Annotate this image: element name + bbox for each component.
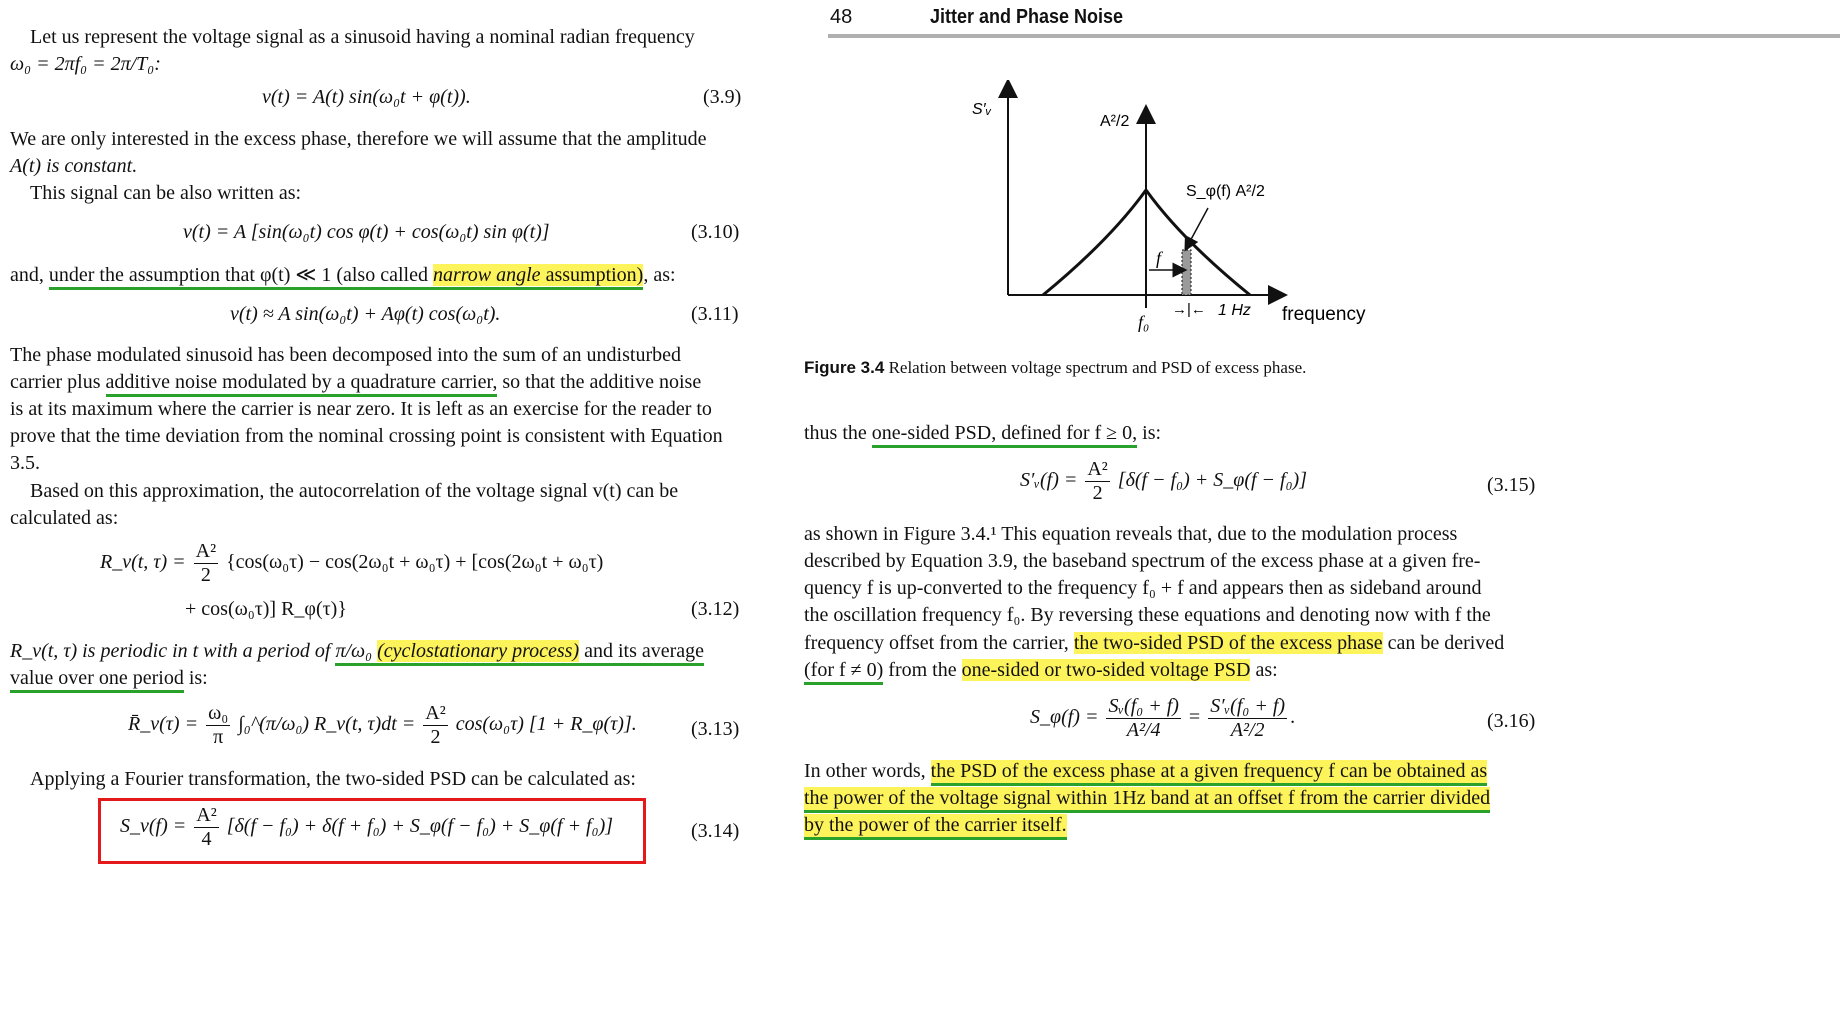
equation-number: (3.13) — [691, 718, 740, 740]
numerator: Sᵥ(f₀ + f) — [1108, 695, 1179, 717]
equation-number: (3.9) — [703, 86, 742, 108]
numerator: S′ᵥ(f₀ + f) — [1210, 695, 1286, 717]
equation-lhs: S_v(f) = — [120, 815, 187, 838]
equation-lhs: S′ᵥ(f) = — [1020, 469, 1078, 492]
equation-rhs: cos(ω₀τ) [1 + R_φ(τ)]. — [455, 713, 637, 736]
underlined-text: (for f ≠ 0) — [804, 659, 883, 685]
paragraph — [10, 638, 704, 665]
highlighted-text: the power of the voltage signal within 1Hz band at an offset f from the carrier divided — [804, 787, 1490, 813]
equation-body: v(t) = A [sin(ω₀t) cos φ(t) + cos(ω₀t) sin φ(t)] — [183, 221, 550, 243]
label-pointer — [1188, 208, 1208, 245]
period: . — [1290, 706, 1296, 729]
running-title: Jitter and Phase Noise — [930, 6, 1124, 28]
equation-3-11 — [230, 303, 500, 326]
paragraph — [10, 665, 208, 692]
text: assumption) — [545, 264, 644, 286]
equals: = — [1188, 706, 1201, 729]
equation-3-15 — [1020, 458, 1307, 505]
denominator: 4 — [194, 827, 218, 851]
equation-body: v(t) ≈ A sin(ω₀t) + Aφ(t) cos(ω₀t). — [230, 303, 501, 325]
numerator: A² — [196, 804, 217, 826]
fraction — [1208, 695, 1287, 742]
paragraph: as shown in Figure 3.4.¹ This equation reveals that, due to the modulation process — [804, 523, 1458, 545]
equation-lhs: R̄_v(τ) = — [128, 713, 199, 736]
text: (cyclostationary process) — [377, 640, 580, 662]
underlined-text — [49, 264, 643, 290]
text: π/ω₀ — [335, 640, 373, 662]
highlighted-text: by the power of the carrier itself. — [804, 814, 1067, 840]
highlighted-text: the two-sided PSD of the excess phase — [1073, 632, 1383, 654]
caption-text: Relation between voltage spectrum and PSD of excess phase. — [888, 358, 1307, 377]
equation-3-14 — [120, 804, 613, 851]
equation-number: (3.14) — [691, 820, 740, 842]
underlined-text: value over one period — [10, 667, 184, 693]
fraction — [206, 702, 230, 749]
equation-lhs: R_v(t, τ) = — [100, 551, 186, 574]
denominator: 2 — [423, 725, 447, 749]
paragraph: prove that the time deviation from the nominal crossing point is consistent with Equation — [10, 425, 723, 447]
text: under the assumption that φ(t) ≪ 1 (also called — [48, 264, 428, 286]
header-rule — [828, 34, 1840, 38]
page-number: 48 — [830, 6, 853, 28]
left-sideband-curve — [1043, 190, 1146, 295]
paragraph: the oscillation frequency f₀. By reversing these equations and denoting now with f the — [804, 604, 1491, 626]
denominator: A²/2 — [1208, 718, 1287, 742]
denominator: 2 — [1085, 481, 1109, 505]
f-label: f — [1156, 248, 1162, 268]
equation-number: (3.16) — [1487, 710, 1536, 732]
equation-3-12 — [100, 540, 603, 587]
text: frequency offset from the carrier, — [804, 632, 1069, 654]
text: R_v(t, τ) is periodic in t with a period of — [10, 640, 331, 662]
equation-number: (3.11) — [691, 303, 739, 325]
text: is: — [1142, 422, 1162, 444]
paragraph — [10, 51, 161, 78]
numerator: A² — [195, 540, 217, 562]
paragraph: Based on this approximation, the autocorrelation of the voltage signal v(t) can be — [30, 480, 679, 502]
figure-3-4 — [960, 80, 1400, 340]
fraction — [423, 702, 447, 749]
denominator: 2 — [194, 563, 218, 587]
text: and its average — [584, 640, 705, 662]
paragraph: The phase modulated sinusoid has been decomposed into the sum of an undisturbed — [10, 344, 681, 366]
equation-rhs: [δ(f − f₀) + S_φ(f − f₀)] — [1117, 469, 1307, 492]
numerator: A² — [1087, 458, 1108, 480]
equation-body: v(t) = A(t) sin(ω₀t + φ(t)). — [262, 86, 471, 108]
paragraph: Let us represent the voltage signal as a sinusoid having a nominal radian frequency — [30, 26, 695, 48]
equation-3-16 — [1030, 695, 1295, 742]
denominator: A²/4 — [1106, 718, 1180, 742]
peak-label: A²/2 — [1100, 113, 1130, 130]
equation-rhs: [δ(f − f₀) + δ(f + f₀) + S_φ(f − f₀) + S_φ(f + f₀)] — [226, 815, 614, 838]
text: , as: — [643, 264, 676, 286]
integral: ∫₀^(π/ω₀) R_v(t, τ)dt = — [238, 713, 416, 736]
figure-caption — [804, 354, 1306, 381]
fraction — [1085, 458, 1109, 505]
equation-number: (3.15) — [1487, 474, 1536, 496]
x-axis-label: frequency — [1282, 304, 1366, 325]
text: so that the additive noise — [502, 371, 702, 393]
f0-label: f₀ — [1138, 312, 1150, 332]
equation-3-9 — [262, 86, 471, 109]
paragraph: calculated as: — [10, 507, 119, 529]
caption-label: Figure 3.4 — [804, 358, 885, 377]
paragraph — [804, 630, 1504, 657]
paragraph — [10, 153, 137, 180]
text: In other words, — [804, 760, 926, 782]
paragraph: Applying a Fourier transformation, the two-sided PSD can be calculated as: — [30, 768, 636, 790]
denominator: π — [206, 725, 230, 749]
equation-line: {cos(ω₀τ) − cos(2ω₀t + ω₀τ) + [cos(2ω₀t + ω₀τ) — [226, 551, 604, 574]
equation-lhs: S_φ(f) = — [1030, 706, 1099, 729]
equation-3-13 — [128, 702, 637, 749]
text: from the — [888, 659, 957, 681]
band-marker: →|← — [1172, 301, 1206, 318]
text: can be derived — [1387, 632, 1505, 654]
math: ω₀ = 2πf₀ = 2π/T₀: — [10, 53, 161, 75]
highlighted-text: one-sided or two-sided voltage PSD — [961, 659, 1251, 681]
underlined-text: additive noise modulated by a quadrature carrier, — [106, 371, 498, 397]
right-sideband-curve — [1146, 190, 1250, 295]
text: and, — [10, 264, 44, 286]
equation-3-12-line2 — [185, 598, 347, 621]
fraction — [194, 540, 218, 587]
numerator: A² — [425, 702, 446, 724]
band-label: 1 Hz — [1218, 302, 1251, 319]
paragraph: described by Equation 3.9, the baseband spectrum of the excess phase at a given fre- — [804, 550, 1481, 572]
paragraph — [804, 758, 1487, 785]
highlighted-text: the PSD of the excess phase at a given frequency f can be obtained as — [931, 760, 1487, 786]
paragraph — [804, 785, 1490, 812]
highlighted-text — [433, 264, 643, 286]
equation-number: (3.12) — [691, 598, 740, 620]
paragraph — [804, 420, 1161, 447]
text: as: — [1255, 659, 1278, 681]
paragraph: We are only interested in the excess phase, therefore we will assume that the amplitude — [10, 128, 707, 150]
highlighted-text — [377, 640, 579, 662]
equation-3-10 — [183, 221, 550, 244]
equation-line: + cos(ω₀τ)] R_φ(τ)} — [185, 598, 347, 620]
paragraph — [10, 262, 676, 289]
text: is: — [188, 667, 208, 689]
paragraph — [10, 369, 701, 396]
paragraph: is at its maximum where the carrier is near zero. It is left as an exercise for the reader to — [10, 398, 712, 420]
paragraph: quency f is up-converted to the frequency f₀ + f and appears then as sideband around — [804, 577, 1482, 599]
text: A(t) is constant. — [10, 155, 138, 177]
text: carrier plus — [10, 371, 101, 393]
underlined-text: one-sided PSD, defined for f ≥ 0, — [872, 422, 1137, 448]
text: narrow angle — [432, 264, 541, 286]
one-hz-band — [1182, 250, 1191, 295]
equation-number: (3.10) — [691, 221, 740, 243]
y-axis-label: S′ᵥ — [972, 101, 992, 118]
fraction — [1106, 695, 1180, 742]
numerator: ω₀ — [208, 702, 229, 724]
paragraph: 3.5. — [10, 452, 40, 474]
text: thus the — [804, 422, 867, 444]
paragraph: This signal can be also written as: — [30, 182, 302, 204]
fraction — [194, 804, 218, 851]
paragraph — [804, 657, 1278, 684]
underlined-text — [335, 640, 704, 666]
curve-label: S_φ(f) A²/2 — [1186, 183, 1265, 200]
paragraph — [804, 812, 1067, 839]
